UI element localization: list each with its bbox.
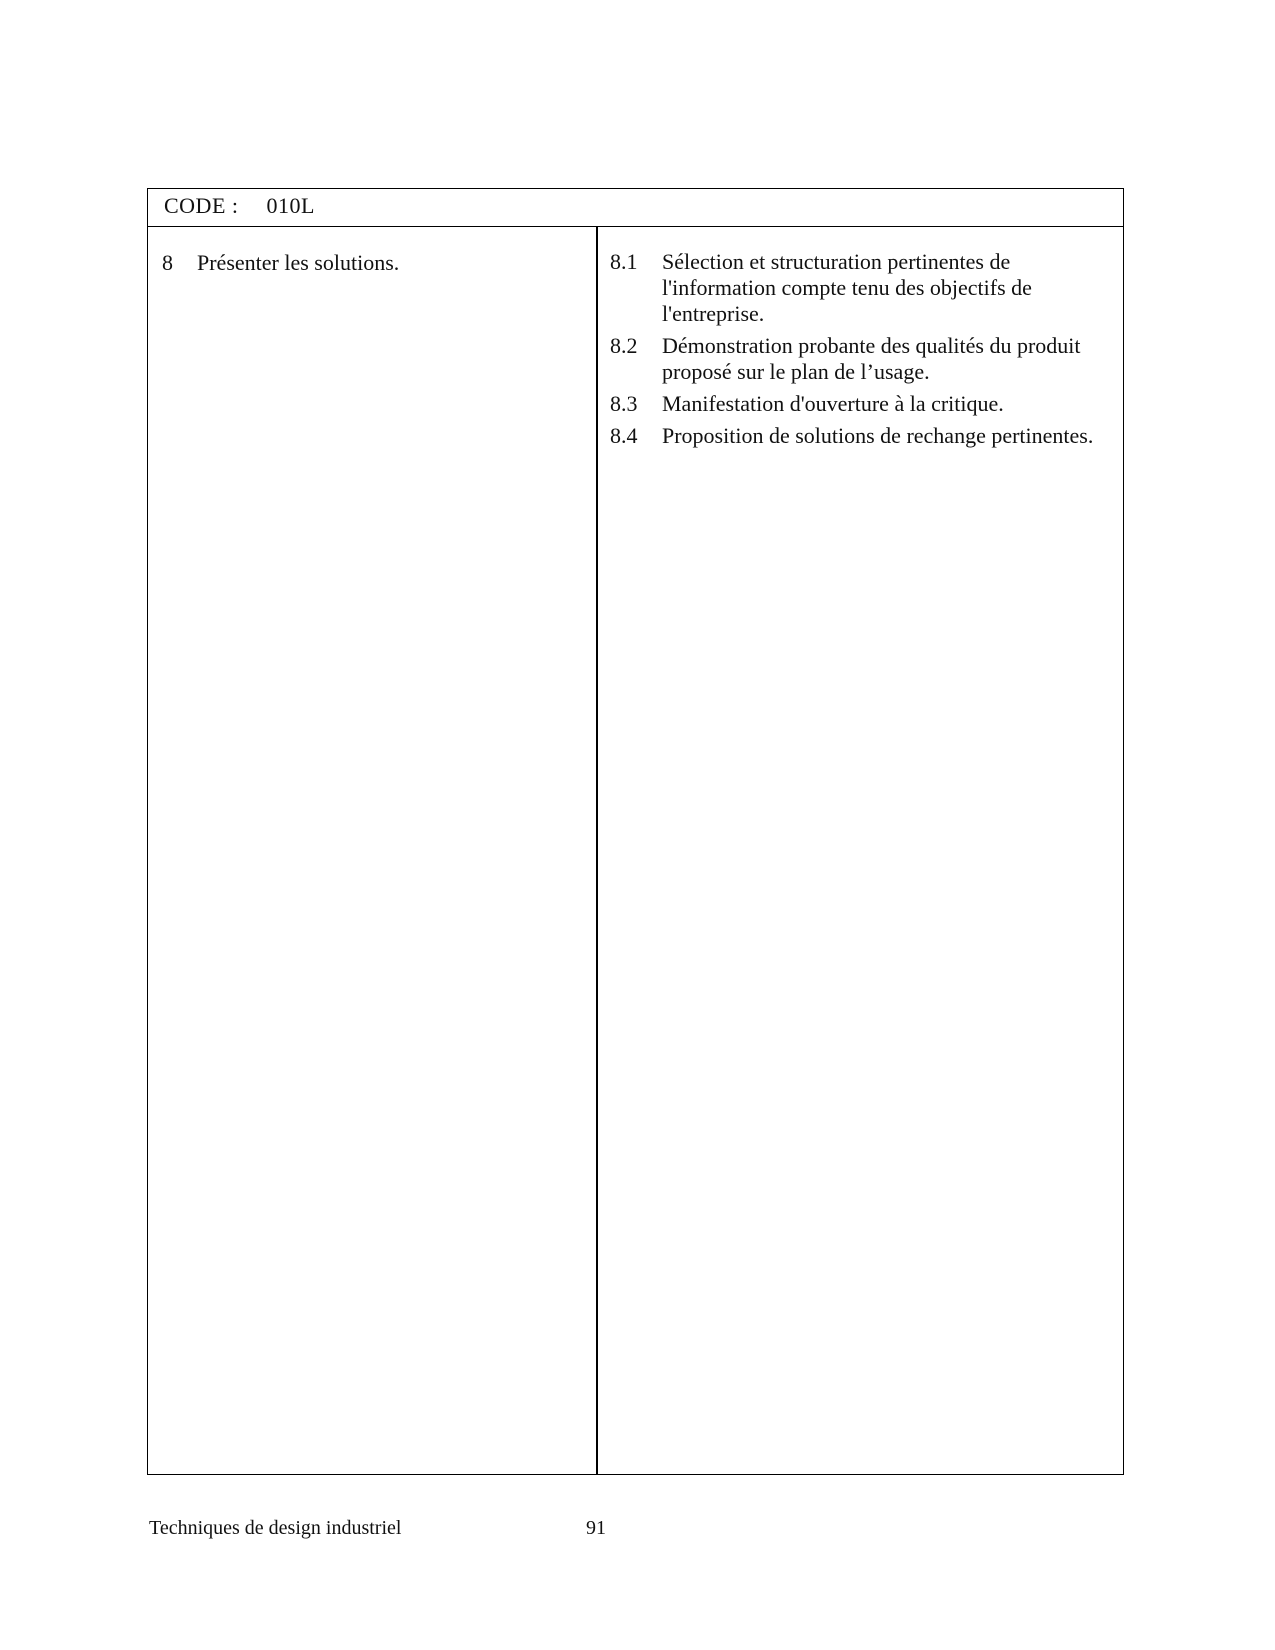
- competence-table: [147, 188, 1124, 1475]
- code-row: [148, 189, 1123, 227]
- criteria-column: [598, 227, 1123, 1474]
- criterion-number: 8.2: [610, 333, 638, 358]
- criterion-text: Sélection et structuration pertinentes de l'information compte tenu des objectifs de l'entreprise.: [662, 249, 1032, 326]
- criterion-text: Démonstration probante des qualités du produit proposé sur le plan de l’usage.: [662, 333, 1081, 384]
- competence-text: Présenter les solutions.: [197, 250, 400, 275]
- competence-statement: [162, 249, 399, 277]
- criteria-list: [610, 249, 1115, 455]
- footer-program-title: Techniques de design industriel: [149, 1517, 402, 1539]
- criterion-item: [610, 249, 1115, 327]
- criterion-item: [610, 391, 1115, 417]
- criterion-number: 8.4: [610, 423, 638, 448]
- competence-number: 8: [162, 250, 173, 275]
- code-label: CODE :: [164, 193, 239, 218]
- criterion-item: [610, 423, 1115, 449]
- footer-page-number: 91: [586, 1517, 606, 1539]
- criterion-text: Proposition de solutions de rechange pertinentes.: [662, 423, 1094, 448]
- criterion-text: Manifestation d'ouverture à la critique.: [662, 391, 1004, 416]
- competence-column: [148, 227, 598, 1474]
- code-value: 010L: [266, 193, 315, 218]
- criterion-number: 8.1: [610, 249, 638, 274]
- criterion-number: 8.3: [610, 391, 638, 416]
- criterion-item: [610, 333, 1115, 385]
